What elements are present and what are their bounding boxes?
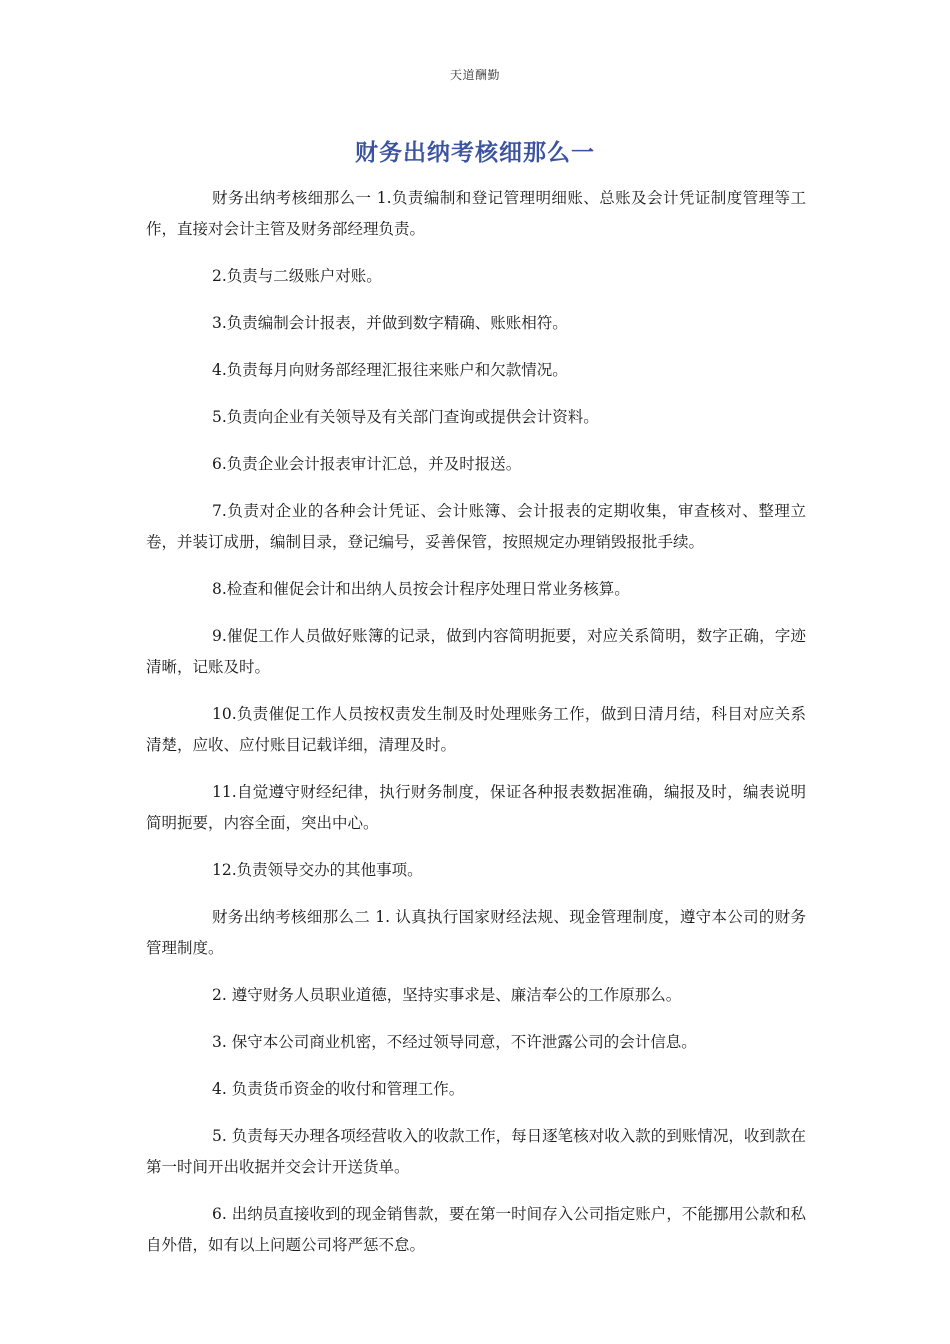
paragraph: 10.负责催促工作人员按权责发生制及时处理账务工作，做到日清月结，科目对应关系清楚，应收、应付账目记载详细，清理及时。: [146, 705, 806, 754]
paragraph: 9.催促工作人员做好账簿的记录，做到内容简明扼要，对应关系简明，数字正确，字迹清晰，记账及时。: [146, 627, 806, 676]
paragraph: 11.自觉遵守财经纪律，执行财务制度，保证各种报表数据准确，编报及时，编表说明简明扼要，内容全面，突出中心。: [146, 783, 806, 832]
paragraph: 3. 保守本公司商业机密，不经过领导同意，不许泄露公司的会计信息。: [212, 1033, 697, 1051]
paragraph: 5.负责向企业有关领导及有关部门查询或提供会计资料。: [212, 408, 599, 426]
paragraph: 7.负责对企业的各种会计凭证、会计账簿、会计报表的定期收集，审查核对、整理立卷，并装订成册，编制目录，登记编号，妥善保管，按照规定办理销毁报批手续。: [146, 502, 806, 551]
paragraph: 12.负责领导交办的其他事项。: [212, 861, 423, 879]
paragraph: 2. 遵守财务人员职业道德，坚持实事求是、廉洁奉公的工作原那么。: [212, 986, 682, 1004]
paragraph: 财务出纳考核细那么二 1. 认真执行国家财经法规、现金管理制度，遵守本公司的财务管理制度。: [146, 908, 806, 957]
document-title: 财务出纳考核细那么一: [355, 140, 595, 166]
paragraph: 8.检查和催促会计和出纳人员按会计程序处理日常业务核算。: [212, 580, 630, 598]
paragraph: 财务出纳考核细那么一 1.负责编制和登记管理明细账、总账及会计凭证制度管理等工作，直接对会计主管及财务部经理负责。: [146, 189, 806, 238]
document-body: [146, 183, 806, 1277]
paragraph: 5. 负责每天办理各项经营收入的收款工作，每日逐笔核对收入款的到账情况，收到款在第一时间开出收据并交会计开送货单。: [146, 1127, 806, 1176]
paragraph: 6.负责企业会计报表审计汇总，并及时报送。: [212, 455, 522, 473]
paragraph: 4.负责每月向财务部经理汇报往来账户和欠款情况。: [212, 361, 568, 379]
paragraph: 4. 负责货币资金的收付和管理工作。: [212, 1080, 465, 1098]
page-header: 天道酬勤: [449, 68, 500, 82]
paragraph: 3.负责编制会计报表，并做到数字精确、账账相符。: [212, 314, 568, 332]
paragraph: 2.负责与二级账户对账。: [212, 267, 382, 285]
paragraph: 6. 出纳员直接收到的现金销售款，要在第一时间存入公司指定账户，不能挪用公款和私自外借，如有以上问题公司将严惩不怠。: [146, 1205, 806, 1254]
